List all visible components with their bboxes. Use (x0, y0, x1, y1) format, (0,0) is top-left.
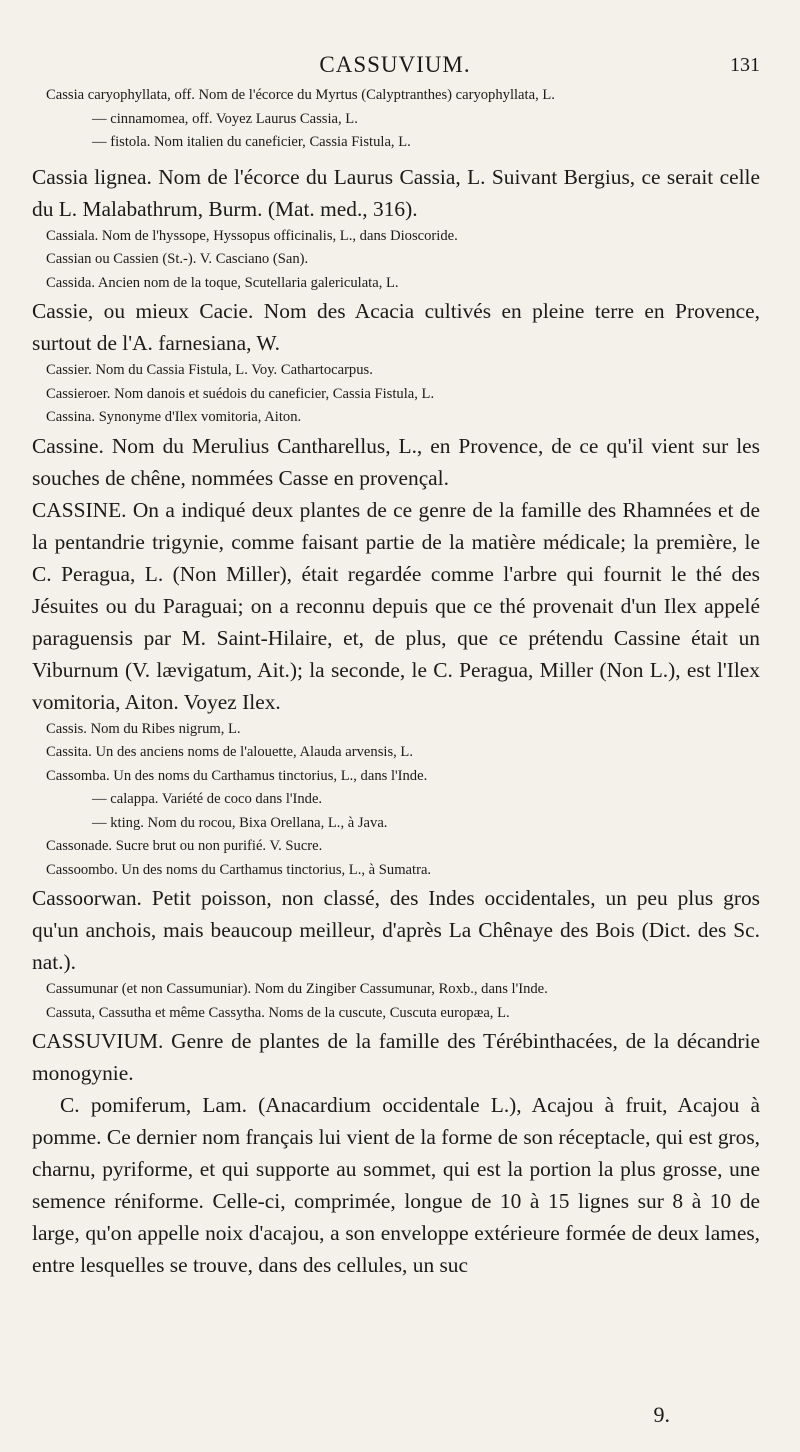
entry-cassomba: Cassomba. Un des noms du Carthamus tinctorius, L., dans l'Inde. (46, 767, 428, 784)
signature-mark: 9. (653, 1402, 670, 1427)
entry-cassier: Cassier. Nom du Cassia Fistula, L. Voy. Cathartocarpus. (46, 362, 373, 378)
entry-cassonade: Cassonade. Sucre brut ou non purifié. V. Sucre. (46, 838, 323, 854)
entry-cassine-1: Cassine. Nom du Merulius Cantharellus, L., en Provence, de ce qu'il vient sur les souches de chêne, nommées Casse en provençal. (32, 433, 760, 490)
entry-cassia-fistola: — fistola. Nom italien du caneficier, Cassia Fistula, L. (92, 134, 411, 150)
entry-cassuvium-1: CASSUVIUM. Genre de plantes de la famille des Térébinthacées, de la décandrie monogynie. (32, 1029, 760, 1085)
entry-cassina: Cassina. Synonyme d'Ilex vomitoria, Aiton. (46, 409, 302, 425)
entry-cassumunar: Cassumunar (et non Cassumuniar). Nom du Zingiber Cassumunar, Roxb., dans l'Inde. (46, 981, 548, 997)
page-number: 131 (730, 54, 760, 76)
entry-cassita: Cassita. Un des anciens noms de l'alouette, Alauda arvensis, L. (46, 744, 413, 760)
entry-cassis: Cassis. Nom du Ribes nigrum, L. (46, 720, 241, 737)
entry-cassomba-calappa: — calappa. Variété de coco dans l'Inde. (92, 791, 323, 807)
entry-cassomba-kting: — kting. Nom du rocou, Bixa Orellana, L., à Java. (92, 814, 388, 831)
entry-cassia-lignea: Cassia lignea. Nom de l'écorce du Laurus Cassia, L. Suivant Bergius, ce serait celle du L. Malabathrum, Burm. (Mat. med., 316). (32, 164, 760, 221)
entry-cassuvium-2: C. pomiferum, Lam. (Anacardium occidentale L.), Acajou à fruit, Acajou à pomme. Ce dernier nom français lui vient de la forme de son réceptacle, qui est gros, charnu, pyriforme, et qui supporte au sommet, qui est la portion la plus grosse, une semence réniforme. Celle-ci, comprimée, longue de 10 à 15 lignes sur 8 à 10 de large, qu'on appelle noix d'acajou, a son enveloppe extérieure formée de deux lames, entre lesquelles se trouve, dans des cellules, un suc (32, 1093, 760, 1277)
entry-cassida: Cassida. Ancien nom de la toque, Scutellaria galericulata, L. (46, 274, 399, 291)
page-header (30, 48, 760, 84)
entry-cassoombo: Cassoombo. Un des noms du Carthamus tinctorius, L., à Sumatra. (46, 861, 432, 878)
entry-list (30, 84, 760, 1281)
entry-cassuta: Cassuta, Cassutha et même Cassytha. Noms de la cuscute, Cuscuta europæa, L. (46, 1004, 510, 1021)
running-head: CASSUVIUM. (319, 52, 471, 77)
entry-cassian: Cassian ou Cassien (St.-). V. Casciano (San). (46, 251, 309, 267)
entry-cassie: Cassie, ou mieux Cacie. Nom des Acacia cultivés en pleine terre en Provence, surtout de l'A. farnesiana, W. (32, 299, 760, 355)
entry-cassia-caryophyllata: Cassia caryophyllata, off. Nom de l'écorce du Myrtus (Calyptranthes) caryophyllata, L. (46, 87, 555, 103)
entry-cassine-2: CASSINE. On a indiqué deux plantes de ce genre de la famille des Rhamnées et de la pentandrie trigynie, comme faisant partie de la matière médicale; la première, le C. Peragua, L. (Non Miller), était regardée comme l'arbre qui fournit le thé des Jésuites ou du Paraguai; on a reconnu depuis que ce thé provenait d'un Ilex appelé paraguensis par M. Saint-Hilaire, et, de plus, que ce prétendu Cassine était un Viburnum (V. lævigatum, Ait.); la seconde, le C. Peragua, Miller (Non L.), est l'Ilex vomitoria, Aiton. Voyez Ilex. (32, 497, 760, 714)
entry-cassoorwan: Cassoorwan. Petit poisson, non classé, des Indes occidentales, un peu plus gros qu'un anchois, mais beaucoup meilleur, d'après La Chênaye des Bois (Dict. des Sc. nat.). (32, 886, 760, 974)
entry-cassiala: Cassiala. Nom de l'hyssope, Hyssopus officinalis, L., dans Dioscoride. (46, 227, 458, 244)
entry-cassieroer: Cassieroer. Nom danois et suédois du caneficier, Cassia Fistula, L. (46, 385, 435, 402)
entry-cassia-cinnamomea: — cinnamomea, off. Voyez Laurus Cassia, L. (92, 110, 358, 127)
